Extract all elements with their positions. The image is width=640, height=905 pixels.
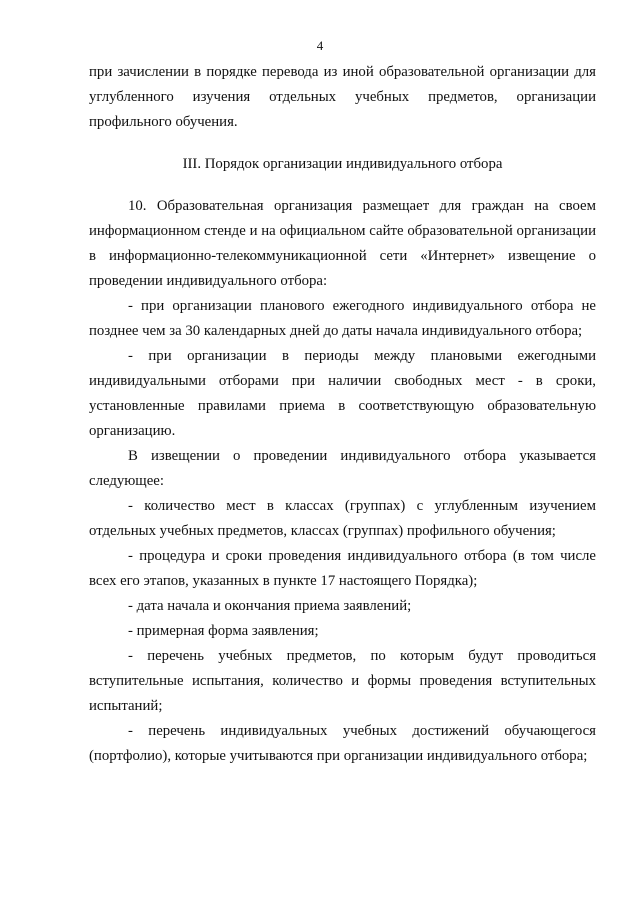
page-number: 4 bbox=[316, 38, 324, 53]
paragraph-notice-contents: В извещении о проведении индивидуального отбора указывается следующее: bbox=[89, 448, 596, 489]
list-item-entrance-tests: - перечень учебных предметов, по которым будут проводиться вступительные испытания, количество и формы проведения вступительных испытаний; bbox=[89, 648, 596, 714]
list-item-planned-selection: - при организации планового ежегодного индивидуального отбора не позднее чем за 30 календарных дней до даты начала индивидуального отбора; bbox=[89, 298, 596, 339]
paragraph-item-10: 10. Образовательная организация размещает для граждан на своем информационном стенде и на официальном сайте образовательной организации в информационно-телекоммуникационной сети «Интернет» извещение о проведении индивидуального отбора: bbox=[89, 198, 596, 289]
list-item-application-form: - примерная форма заявления; bbox=[128, 623, 319, 639]
list-item-application-dates: - дата начала и окончания приема заявлений; bbox=[128, 598, 412, 614]
list-item-interim-selection: - при организации в периоды между плановыми ежегодными индивидуальными отборами при наличии свободных мест - в сроки, установленные правилами приема в соответствующую образовательную организацию. bbox=[89, 348, 596, 439]
paragraph-continuation: при зачислении в порядке перевода из иной образовательной организации для углубленного изучения отдельных учебных предметов, организации профильного обучения. bbox=[89, 64, 596, 130]
section-heading: III. Порядок организации индивидуального отбора bbox=[182, 156, 503, 172]
list-item-portfolio: - перечень индивидуальных учебных достижений обучающегося (портфолио), которые учитываются при организации индивидуального отбора; bbox=[89, 723, 596, 764]
list-item-procedure-dates: - процедура и сроки проведения индивидуального отбора (в том числе всех его этапов, указанных в пункте 17 настоящего Порядка); bbox=[89, 548, 596, 589]
document-body bbox=[89, 60, 596, 769]
list-item-seat-count: - количество мест в классах (группах) с углубленным изучением отдельных учебных предметов, классах (группах) профильного обучения; bbox=[89, 498, 596, 539]
